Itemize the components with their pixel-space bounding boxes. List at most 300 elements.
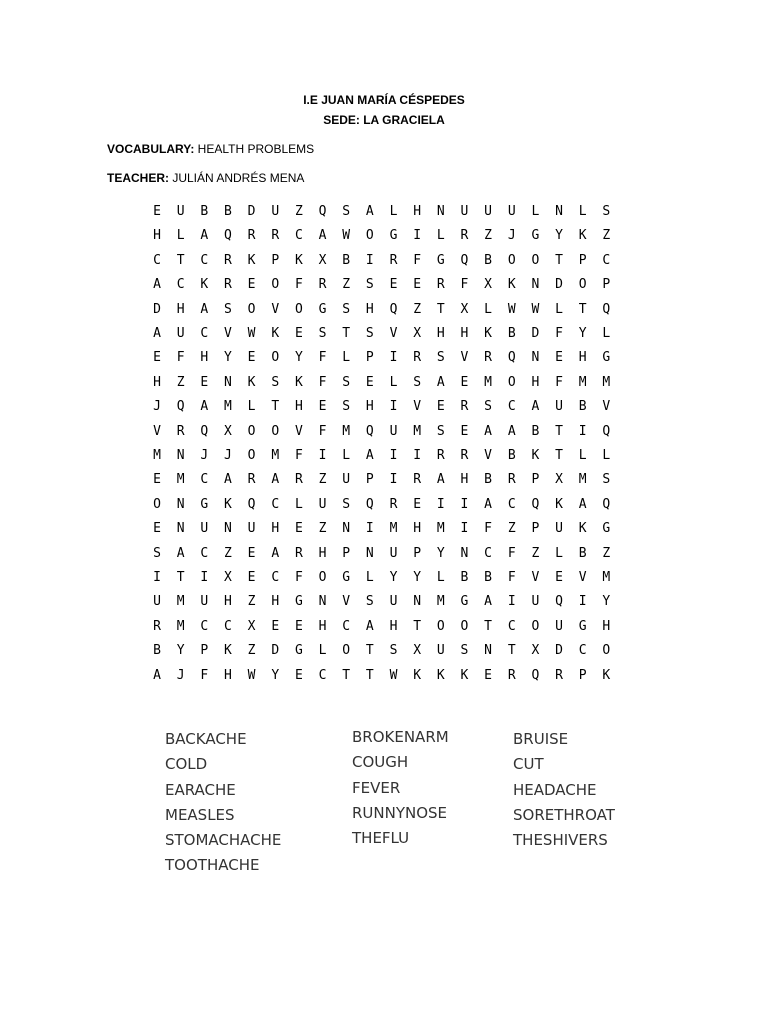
grid-letter: C xyxy=(602,252,611,268)
grid-letter: S xyxy=(365,277,374,293)
grid-letter: O xyxy=(342,643,351,659)
grid-letter: A xyxy=(224,472,232,488)
grid-letter: X xyxy=(555,472,563,488)
grid-letter: Z xyxy=(484,228,492,244)
grid-letter: T xyxy=(484,618,492,634)
grid-letter: U xyxy=(342,472,351,488)
grid-letter: P xyxy=(342,545,351,561)
grid-letter: O xyxy=(460,618,469,634)
grid-letter: F xyxy=(294,277,303,293)
grid-letter: R xyxy=(484,350,492,366)
grid-letter: V xyxy=(389,326,398,341)
grid-letter: T xyxy=(555,448,563,463)
grid-letter: H xyxy=(318,618,327,634)
word-item: THESHIVERS xyxy=(513,831,608,850)
word-item: MEASLES xyxy=(165,805,235,824)
grid-letter: Z xyxy=(247,594,256,610)
grid-letter: R xyxy=(436,448,445,463)
grid-letter: R xyxy=(460,448,469,463)
grid-letter: N xyxy=(365,545,374,561)
grid-letter: G xyxy=(602,350,611,366)
grid-letter: H xyxy=(436,326,445,341)
grid-letter: A xyxy=(365,448,374,463)
grid-letter: T xyxy=(507,643,516,659)
grid-letter: F xyxy=(294,570,303,585)
grid-letter: L xyxy=(176,228,185,244)
grid-letter: N xyxy=(176,496,185,512)
grid-letter: I xyxy=(318,448,327,463)
grid-letter: C xyxy=(484,545,492,561)
grid-letter: X xyxy=(247,618,256,634)
grid-letter: R xyxy=(153,618,161,634)
grid-letter: Y xyxy=(176,643,185,659)
grid-letter: C xyxy=(224,618,232,634)
grid-letter: H xyxy=(200,350,209,366)
grid-letter: K xyxy=(224,496,232,512)
word-item: HEADACHE xyxy=(513,780,597,799)
grid-letter: K xyxy=(602,667,611,683)
grid-letter: N xyxy=(224,374,232,390)
grid-letter: Q xyxy=(247,496,256,512)
grid-letter: B xyxy=(507,448,516,463)
grid-letter: J xyxy=(200,448,209,463)
grid-letter: S xyxy=(342,301,351,317)
grid-letter: S xyxy=(389,643,398,659)
grid-letter: C xyxy=(153,252,161,268)
grid-letter: N xyxy=(342,521,351,537)
grid-letter: W xyxy=(247,326,256,341)
grid-letter: J xyxy=(507,228,516,244)
grid-letter: Q xyxy=(318,204,327,219)
grid-letter: S xyxy=(153,545,161,561)
grid-letter: U xyxy=(389,594,398,610)
word-item: TOOTHACHE xyxy=(165,856,260,875)
grid-letter: R xyxy=(507,667,516,683)
grid-letter: U xyxy=(176,204,185,219)
grid-letter: I xyxy=(460,521,469,537)
grid-letter: I xyxy=(413,228,422,244)
grid-letter: A xyxy=(153,277,161,293)
grid-letter: H xyxy=(176,301,185,317)
grid-letter: O xyxy=(602,643,611,659)
grid-letter: N xyxy=(318,594,327,610)
grid-letter: K xyxy=(413,667,422,683)
grid-letter: N xyxy=(176,448,185,463)
grid-letter: G xyxy=(578,618,587,634)
grid-letter: V xyxy=(460,350,469,366)
grid-letter: R xyxy=(460,399,469,415)
grid-letter: M xyxy=(153,448,161,463)
grid-letter: H xyxy=(153,228,161,244)
grid-letter: A xyxy=(436,374,445,390)
grid-letter: L xyxy=(578,448,587,463)
grid-letter: C xyxy=(200,472,209,488)
word-item: COUGH xyxy=(352,753,409,772)
grid-letter: D xyxy=(247,204,256,219)
vocabulary-line xyxy=(107,142,314,156)
teacher-value: JULIÁN ANDRÉS MENA xyxy=(169,171,305,185)
grid-letter: F xyxy=(460,277,469,293)
grid-letter: B xyxy=(342,252,351,268)
grid-letter: N xyxy=(555,204,563,219)
grid-letter: B xyxy=(224,204,232,219)
grid-letter: E xyxy=(555,350,563,366)
grid-letter: A xyxy=(176,545,185,561)
grid-letter: R xyxy=(247,228,256,244)
grid-letter: I xyxy=(389,350,398,366)
grid-letter: U xyxy=(200,594,209,610)
grid-letter: E xyxy=(247,277,256,293)
grid-letter: C xyxy=(176,277,185,293)
grid-letter: A xyxy=(365,618,374,634)
grid-letter: I xyxy=(413,448,422,463)
grid-letter: Y xyxy=(294,350,303,366)
grid-letter: R xyxy=(555,667,563,683)
grid-letter: E xyxy=(555,570,563,585)
grid-letter: S xyxy=(602,204,611,219)
grid-letter: C xyxy=(318,667,327,683)
grid-letter: Z xyxy=(318,472,327,488)
grid-letter: I xyxy=(389,472,398,488)
grid-letter: Q xyxy=(200,423,209,439)
grid-letter: H xyxy=(413,204,422,219)
grid-letter: X xyxy=(318,252,327,268)
grid-letter: D xyxy=(153,301,161,317)
grid-letter: O xyxy=(578,277,587,293)
grid-letter: S xyxy=(342,204,351,219)
grid-letter: R xyxy=(460,228,469,244)
grid-letter: K xyxy=(436,667,445,683)
grid-letter: G xyxy=(294,643,303,659)
grid-letter: U xyxy=(460,204,469,219)
grid-letter: Q xyxy=(531,667,540,683)
word-item: SORETHROAT xyxy=(513,805,615,824)
grid-letter: B xyxy=(578,399,587,415)
grid-letter: X xyxy=(413,326,422,341)
grid-letter: Q xyxy=(602,423,611,439)
grid-letter: Q xyxy=(555,594,563,610)
grid-letter: T xyxy=(413,618,422,634)
grid-letter: A xyxy=(200,228,209,244)
grid-letter: R xyxy=(389,252,398,268)
grid-letter: T xyxy=(342,326,351,341)
grid-letter: N xyxy=(176,521,185,537)
grid-letter: U xyxy=(555,618,563,634)
grid-letter: V xyxy=(413,399,422,415)
grid-letter: X xyxy=(484,277,492,293)
grid-letter: I xyxy=(460,496,469,512)
grid-letter: M xyxy=(176,594,185,610)
grid-letter: U xyxy=(318,496,327,512)
grid-letter: B xyxy=(507,326,516,341)
grid-letter: X xyxy=(224,423,232,439)
grid-letter: F xyxy=(555,326,563,341)
grid-letter: Q xyxy=(389,301,398,317)
grid-letter: I xyxy=(578,423,587,439)
grid-letter: E xyxy=(247,350,256,366)
grid-letter: B xyxy=(200,204,209,219)
grid-letter: I xyxy=(578,594,587,610)
grid-letter: Y xyxy=(413,570,422,585)
grid-letter: H xyxy=(153,374,161,390)
grid-letter: O xyxy=(365,228,374,244)
grid-letter: V xyxy=(271,301,280,317)
grid-letter: Z xyxy=(247,643,256,659)
grid-letter: G xyxy=(318,301,327,317)
grid-letter: O xyxy=(271,350,280,366)
grid-letter: H xyxy=(224,594,232,610)
grid-letter: Q xyxy=(224,228,232,244)
grid-letter: E xyxy=(318,399,327,415)
grid-letter: B xyxy=(153,643,161,659)
grid-letter: O xyxy=(247,301,256,317)
grid-letter: U xyxy=(531,594,540,610)
grid-letter: H xyxy=(578,350,587,366)
grid-letter: N xyxy=(484,643,492,659)
grid-letter: L xyxy=(389,204,398,219)
grid-letter: B xyxy=(460,570,469,585)
grid-letter: E xyxy=(271,618,280,634)
grid-letter: G xyxy=(602,521,611,537)
grid-letter: W xyxy=(531,301,540,317)
grid-letter: Y xyxy=(224,350,232,366)
grid-letter: P xyxy=(365,350,374,366)
grid-letter: A xyxy=(578,496,587,512)
grid-letter: E xyxy=(460,423,469,439)
grid-letter: L xyxy=(531,204,540,219)
grid-letter: T xyxy=(555,423,563,439)
grid-letter: L xyxy=(555,301,563,317)
grid-letter: K xyxy=(294,252,303,268)
grid-letter: D xyxy=(555,643,563,659)
grid-letter: A xyxy=(484,423,492,439)
grid-letter: E xyxy=(365,374,374,390)
teacher-line xyxy=(107,171,304,185)
grid-letter: P xyxy=(271,252,280,268)
word-item: THEFLU xyxy=(352,829,410,848)
grid-letter: P xyxy=(200,643,209,659)
grid-letter: Z xyxy=(531,545,540,561)
grid-letter: E xyxy=(294,326,303,341)
grid-letter: O xyxy=(531,252,540,268)
grid-letter: X xyxy=(460,301,469,317)
grid-letter: C xyxy=(342,618,351,634)
grid-letter: F xyxy=(294,448,303,463)
grid-letter: L xyxy=(555,545,563,561)
grid-letter: L xyxy=(602,326,611,341)
grid-letter: P xyxy=(602,277,611,293)
school-sede: SEDE: LA GRACIELA xyxy=(323,113,445,127)
grid-letter: C xyxy=(200,326,209,341)
word-item: COLD xyxy=(165,755,208,774)
grid-letter: C xyxy=(271,570,280,585)
grid-letter: Z xyxy=(602,545,611,561)
grid-letter: I xyxy=(365,252,374,268)
grid-letter: H xyxy=(365,399,374,415)
grid-letter: U xyxy=(200,521,209,537)
word-list-column-2 xyxy=(352,727,449,853)
grid-letter: F xyxy=(200,667,209,683)
grid-letter: G xyxy=(389,228,398,244)
grid-letter: I xyxy=(436,496,445,512)
grid-letter: M xyxy=(602,570,611,585)
grid-letter: U xyxy=(555,521,563,537)
grid-letter: Q xyxy=(365,423,374,439)
grid-letter: E xyxy=(413,496,422,512)
grid-letter: C xyxy=(578,643,587,659)
grid-letter: O xyxy=(271,277,280,293)
grid-letter: I xyxy=(153,570,161,585)
grid-letter: R xyxy=(294,545,303,561)
grid-letter: M xyxy=(176,618,185,634)
grid-letter: B xyxy=(484,472,492,488)
grid-letter: I xyxy=(365,521,374,537)
grid-letter: A xyxy=(531,399,540,415)
grid-letter: V xyxy=(602,399,611,415)
grid-letter: E xyxy=(389,277,398,293)
grid-letter: Z xyxy=(176,374,185,390)
grid-letter: T xyxy=(365,643,374,659)
grid-letter: F xyxy=(484,521,492,537)
grid-letter: A xyxy=(365,204,374,219)
word-item: RUNNYNOSE xyxy=(352,803,448,822)
grid-letter: U xyxy=(484,204,492,219)
grid-letter: H xyxy=(294,399,303,415)
grid-letter: M xyxy=(578,472,587,488)
grid-letter: M xyxy=(224,399,232,415)
grid-letter: O xyxy=(247,448,256,463)
grid-letter: V xyxy=(531,570,540,585)
grid-letter: U xyxy=(507,204,516,219)
grid-letter: Q xyxy=(602,496,611,512)
grid-letter: G xyxy=(436,252,445,268)
grid-letter: U xyxy=(153,594,161,610)
grid-letter: L xyxy=(578,204,587,219)
grid-letter: F xyxy=(318,350,327,366)
grid-letter: G xyxy=(342,570,351,585)
grid-letter: D xyxy=(555,277,563,293)
grid-letter: Z xyxy=(294,204,303,219)
grid-letter: B xyxy=(531,423,540,439)
grid-letter: H xyxy=(602,618,611,634)
grid-letter: E xyxy=(413,277,422,293)
grid-letter: Z xyxy=(342,277,351,293)
grid-letter: V xyxy=(342,594,351,610)
grid-letter: I xyxy=(389,399,398,415)
grid-letter: U xyxy=(247,521,256,537)
grid-letter: T xyxy=(176,570,185,585)
grid-letter: Y xyxy=(578,326,587,341)
word-item: CUT xyxy=(513,755,544,774)
grid-letter: C xyxy=(507,618,516,634)
grid-letter: O xyxy=(507,252,516,268)
grid-letter: E xyxy=(247,545,256,561)
grid-letter: T xyxy=(176,252,185,268)
grid-letter: R xyxy=(436,277,445,293)
grid-letter: Q xyxy=(602,301,611,317)
grid-letter: K xyxy=(555,496,563,512)
grid-letter: C xyxy=(294,228,303,244)
grid-letter: C xyxy=(200,545,209,561)
grid-letter: K xyxy=(294,374,303,390)
grid-letter: G xyxy=(294,594,303,610)
grid-letter: C xyxy=(507,399,516,415)
grid-letter: O xyxy=(294,301,303,317)
grid-letter: K xyxy=(507,277,516,293)
grid-letter: U xyxy=(389,423,398,439)
grid-letter: V xyxy=(294,423,303,439)
grid-letter: Q xyxy=(176,399,185,415)
grid-letter: S xyxy=(602,472,611,488)
grid-letter: E xyxy=(294,618,303,634)
grid-letter: A xyxy=(200,301,209,317)
grid-letter: O xyxy=(153,496,161,512)
grid-letter: W xyxy=(507,301,516,317)
grid-letter: F xyxy=(176,350,185,366)
grid-letter: L xyxy=(342,448,351,463)
grid-letter: O xyxy=(507,374,516,390)
grid-letter: G xyxy=(460,594,469,610)
grid-letter: N xyxy=(531,277,540,293)
grid-letter: R xyxy=(413,350,422,366)
grid-letter: Z xyxy=(224,545,232,561)
grid-letter: C xyxy=(200,618,209,634)
grid-letter: C xyxy=(507,496,516,512)
grid-letter: E xyxy=(153,521,161,537)
word-item: BROKENARM xyxy=(352,728,449,746)
word-item: BRUISE xyxy=(513,730,569,748)
grid-letter: K xyxy=(200,277,209,293)
grid-letter: U xyxy=(389,545,398,561)
grid-letter: K xyxy=(247,374,256,390)
grid-letter: S xyxy=(436,350,445,366)
grid-letter: R xyxy=(294,472,303,488)
grid-letter: S xyxy=(318,326,327,341)
grid-letter: R xyxy=(247,472,256,488)
grid-letter: P xyxy=(365,472,374,488)
grid-letter: Q xyxy=(531,496,540,512)
grid-letter: M xyxy=(342,423,351,439)
grid-letter: T xyxy=(365,667,374,683)
grid-letter: H xyxy=(413,521,422,537)
grid-letter: T xyxy=(342,667,351,683)
grid-letter: G xyxy=(200,496,209,512)
grid-letter: Q xyxy=(507,350,516,366)
grid-letter: R xyxy=(176,423,185,439)
grid-letter: N xyxy=(531,350,540,366)
grid-letter: H xyxy=(271,521,280,537)
grid-letter: O xyxy=(436,618,445,634)
grid-letter: N xyxy=(413,594,422,610)
grid-letter: Y xyxy=(436,545,445,561)
grid-letter: M xyxy=(436,521,445,537)
grid-letter: F xyxy=(318,423,327,439)
grid-letter: Y xyxy=(389,570,398,585)
grid-letter: H xyxy=(224,667,232,683)
grid-letter: V xyxy=(484,448,492,463)
grid-letter: A xyxy=(200,399,209,415)
grid-letter: T xyxy=(271,399,280,415)
grid-letter: A xyxy=(318,228,327,244)
grid-letter: W xyxy=(389,667,398,683)
grid-letter: W xyxy=(342,228,351,244)
grid-letter: P xyxy=(531,472,540,488)
grid-letter: H xyxy=(271,594,280,610)
grid-letter: K xyxy=(531,448,540,463)
grid-letter: A xyxy=(436,472,445,488)
grid-letter: A xyxy=(484,496,492,512)
word-item: STOMACHACHE xyxy=(165,831,282,850)
